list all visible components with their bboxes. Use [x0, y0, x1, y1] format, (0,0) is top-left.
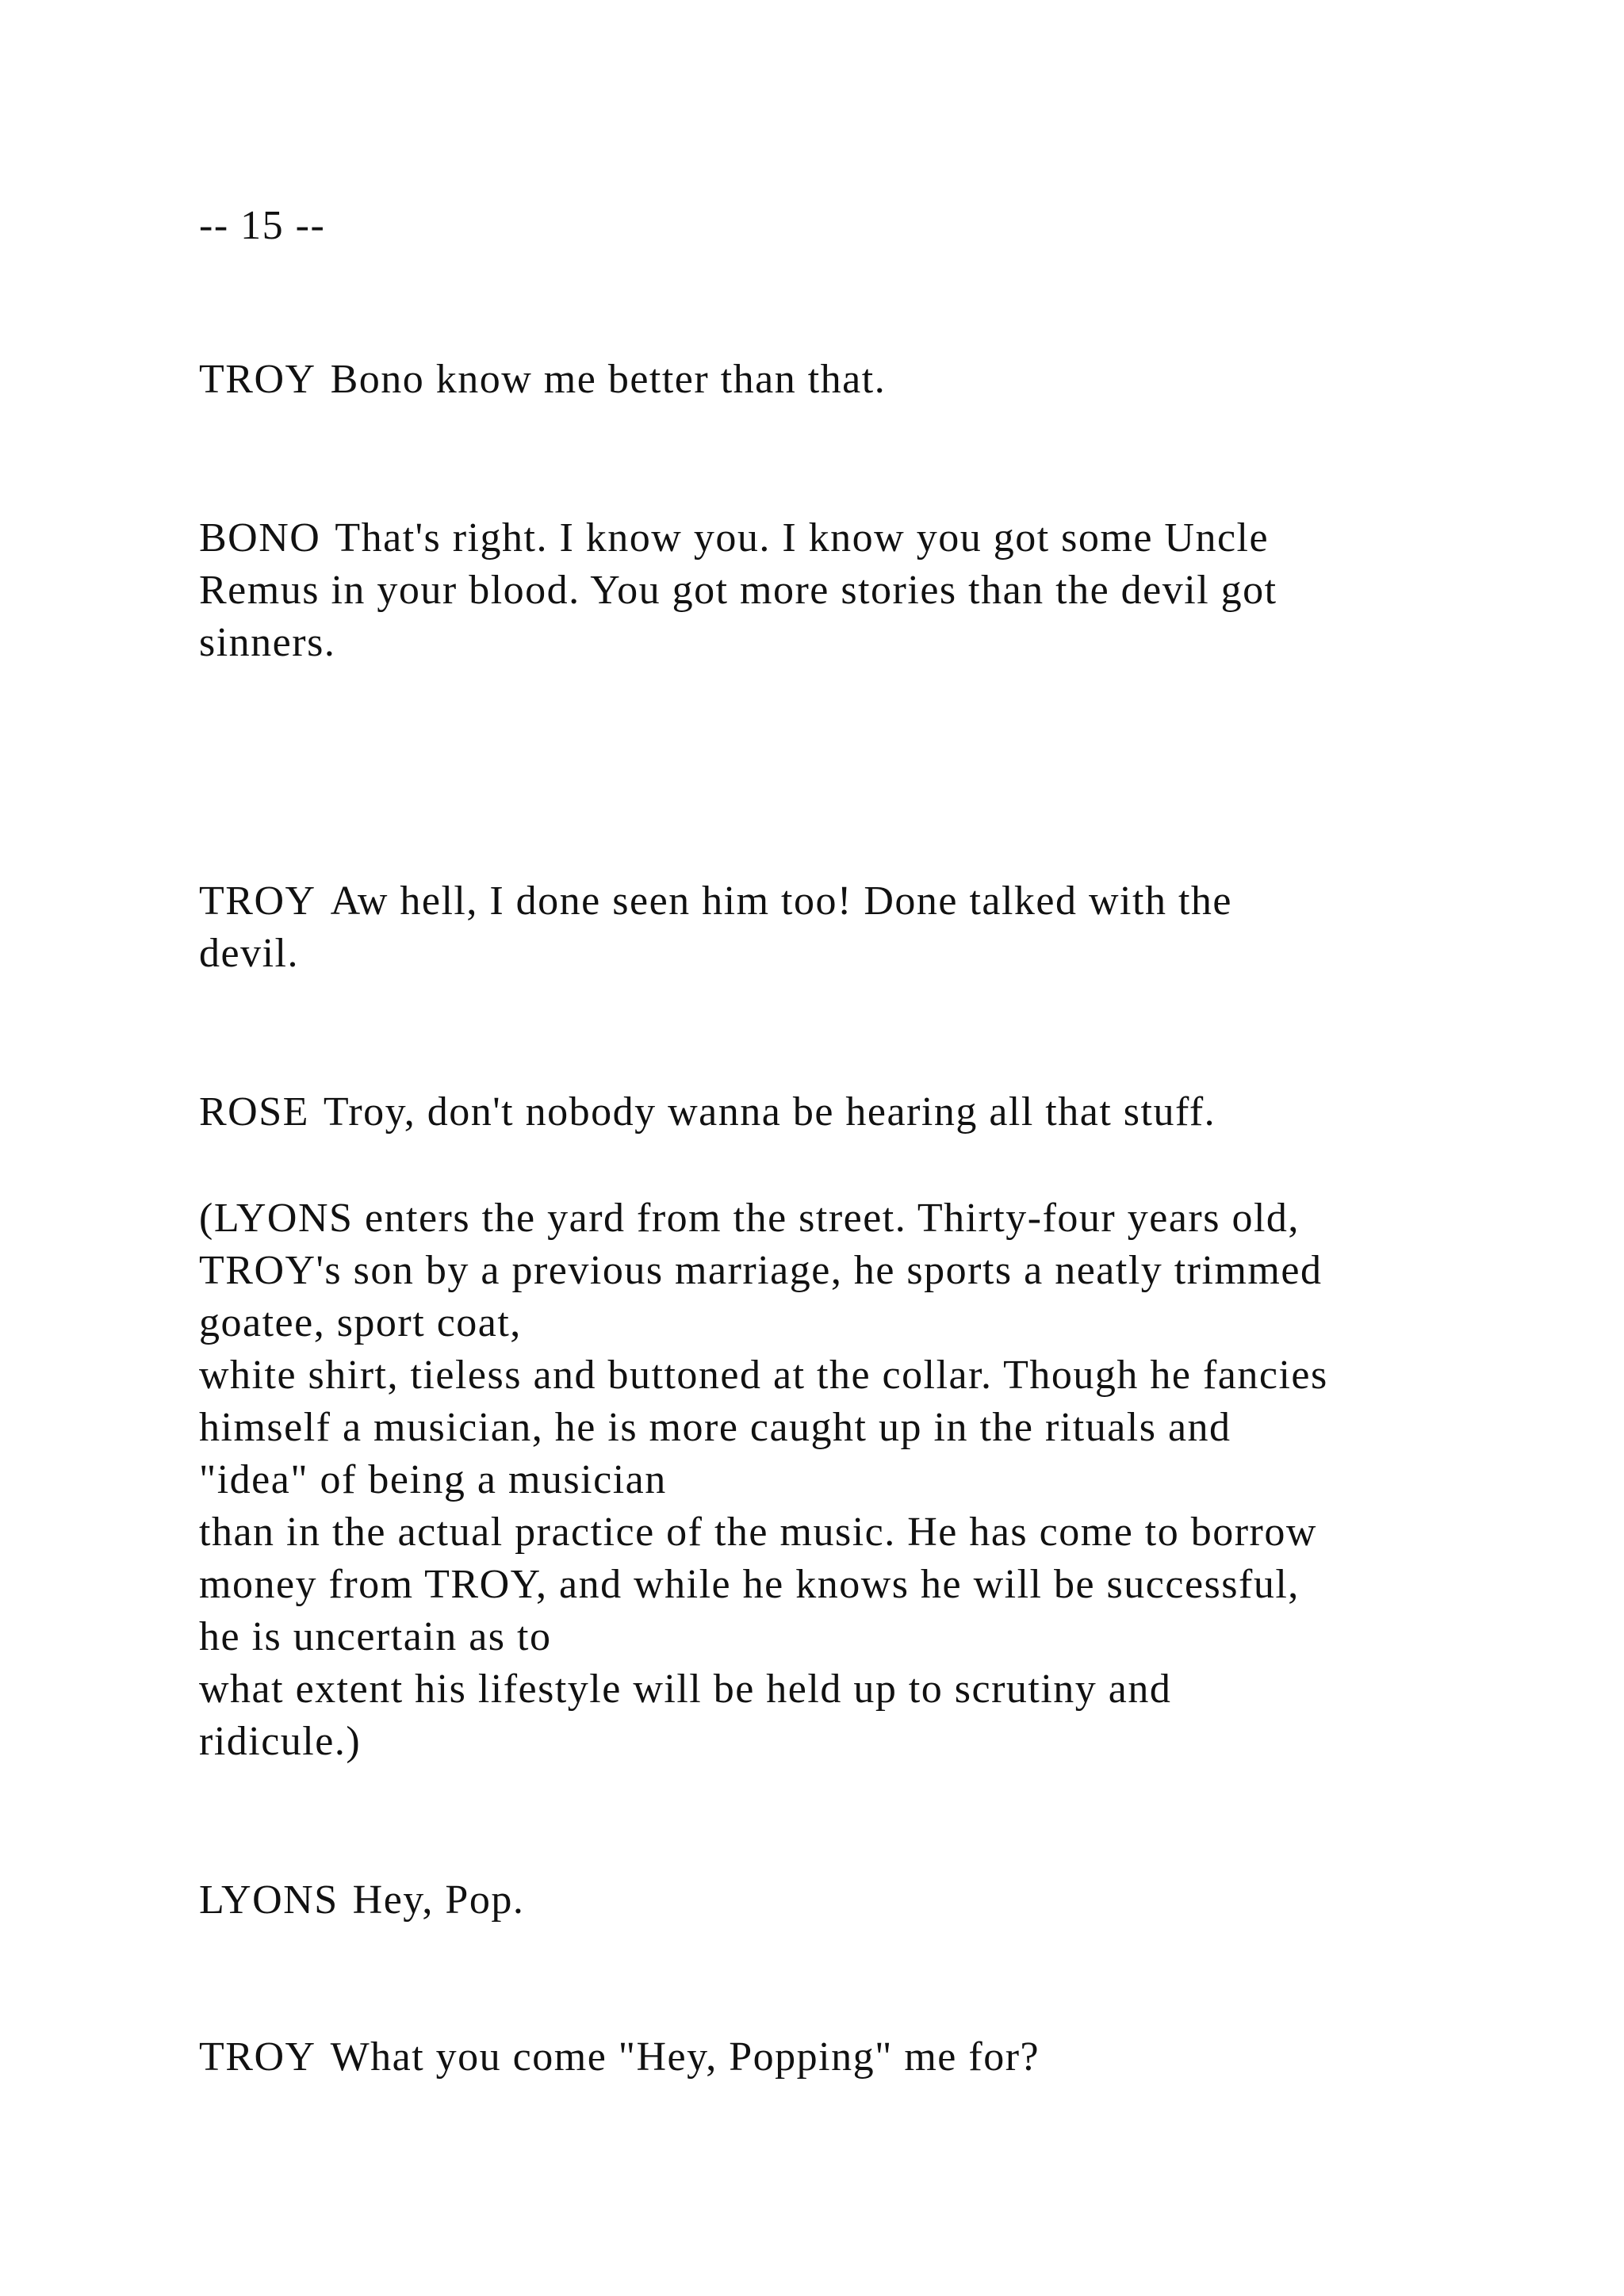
speaker-name: TROY	[199, 357, 316, 402]
dialogue-line-troy-1	[199, 354, 886, 406]
page-number: -- 15 --	[199, 203, 326, 248]
stage-direction-line: than in the actual practice of the music. He has come to borrow	[199, 1510, 1317, 1555]
speaker-name: TROY	[199, 2034, 316, 2080]
dialogue-text: That's right. I know you. I know you got some Uncle	[335, 515, 1270, 561]
dialogue-text: What you come "Hey, Popping" me for?	[330, 2034, 1040, 2080]
stage-direction-line: money from TROY, and while he knows he will be successful,	[199, 1562, 1300, 1607]
dialogue-text: Troy, don't nobody wanna be hearing all that stuff.	[323, 1089, 1216, 1135]
stage-direction-line: (LYONS enters the yard from the street. Thirty-four years old,	[199, 1196, 1300, 1241]
dialogue-line-bono-2: Remus in your blood. You got more stories than the devil got	[199, 568, 1277, 613]
stage-direction-line: goatee, sport coat,	[199, 1300, 522, 1345]
stage-direction-line: what extent his lifestyle will be held up to scrutiny and	[199, 1667, 1172, 1712]
stage-direction-line: himself a musician, he is more caught up in the rituals and	[199, 1405, 1231, 1450]
speaker-name: ROSE	[199, 1089, 309, 1135]
dialogue-line-bono-1	[199, 512, 1269, 564]
dialogue-text: Hey, Pop.	[352, 1877, 525, 1923]
dialogue-text: Bono know me better than that.	[330, 357, 887, 402]
stage-direction-line: ridicule.)	[199, 1719, 362, 1764]
dialogue-line-bono-3: sinners.	[199, 620, 336, 665]
speaker-name: TROY	[199, 878, 316, 924]
stage-direction-line: he is uncertain as to	[199, 1614, 552, 1659]
dialogue-line-rose	[199, 1086, 1216, 1138]
speaker-name: BONO	[199, 515, 321, 561]
speaker-name: LYONS	[199, 1877, 339, 1923]
dialogue-text: Aw hell, I done seen him too! Done talked with the	[330, 878, 1232, 924]
stage-direction-line: white shirt, tieless and buttoned at the collar. Though he fancies	[199, 1353, 1328, 1398]
dialogue-line-troy-2	[199, 875, 1232, 928]
dialogue-line-lyons	[199, 1874, 524, 1927]
stage-direction-line: TROY's son by a previous marriage, he sports a neatly trimmed	[199, 1248, 1323, 1293]
dialogue-line-troy-2b: devil.	[199, 931, 299, 976]
dialogue-line-troy-3	[199, 2031, 1040, 2084]
stage-direction-line: "idea" of being a musician	[199, 1457, 667, 1502]
